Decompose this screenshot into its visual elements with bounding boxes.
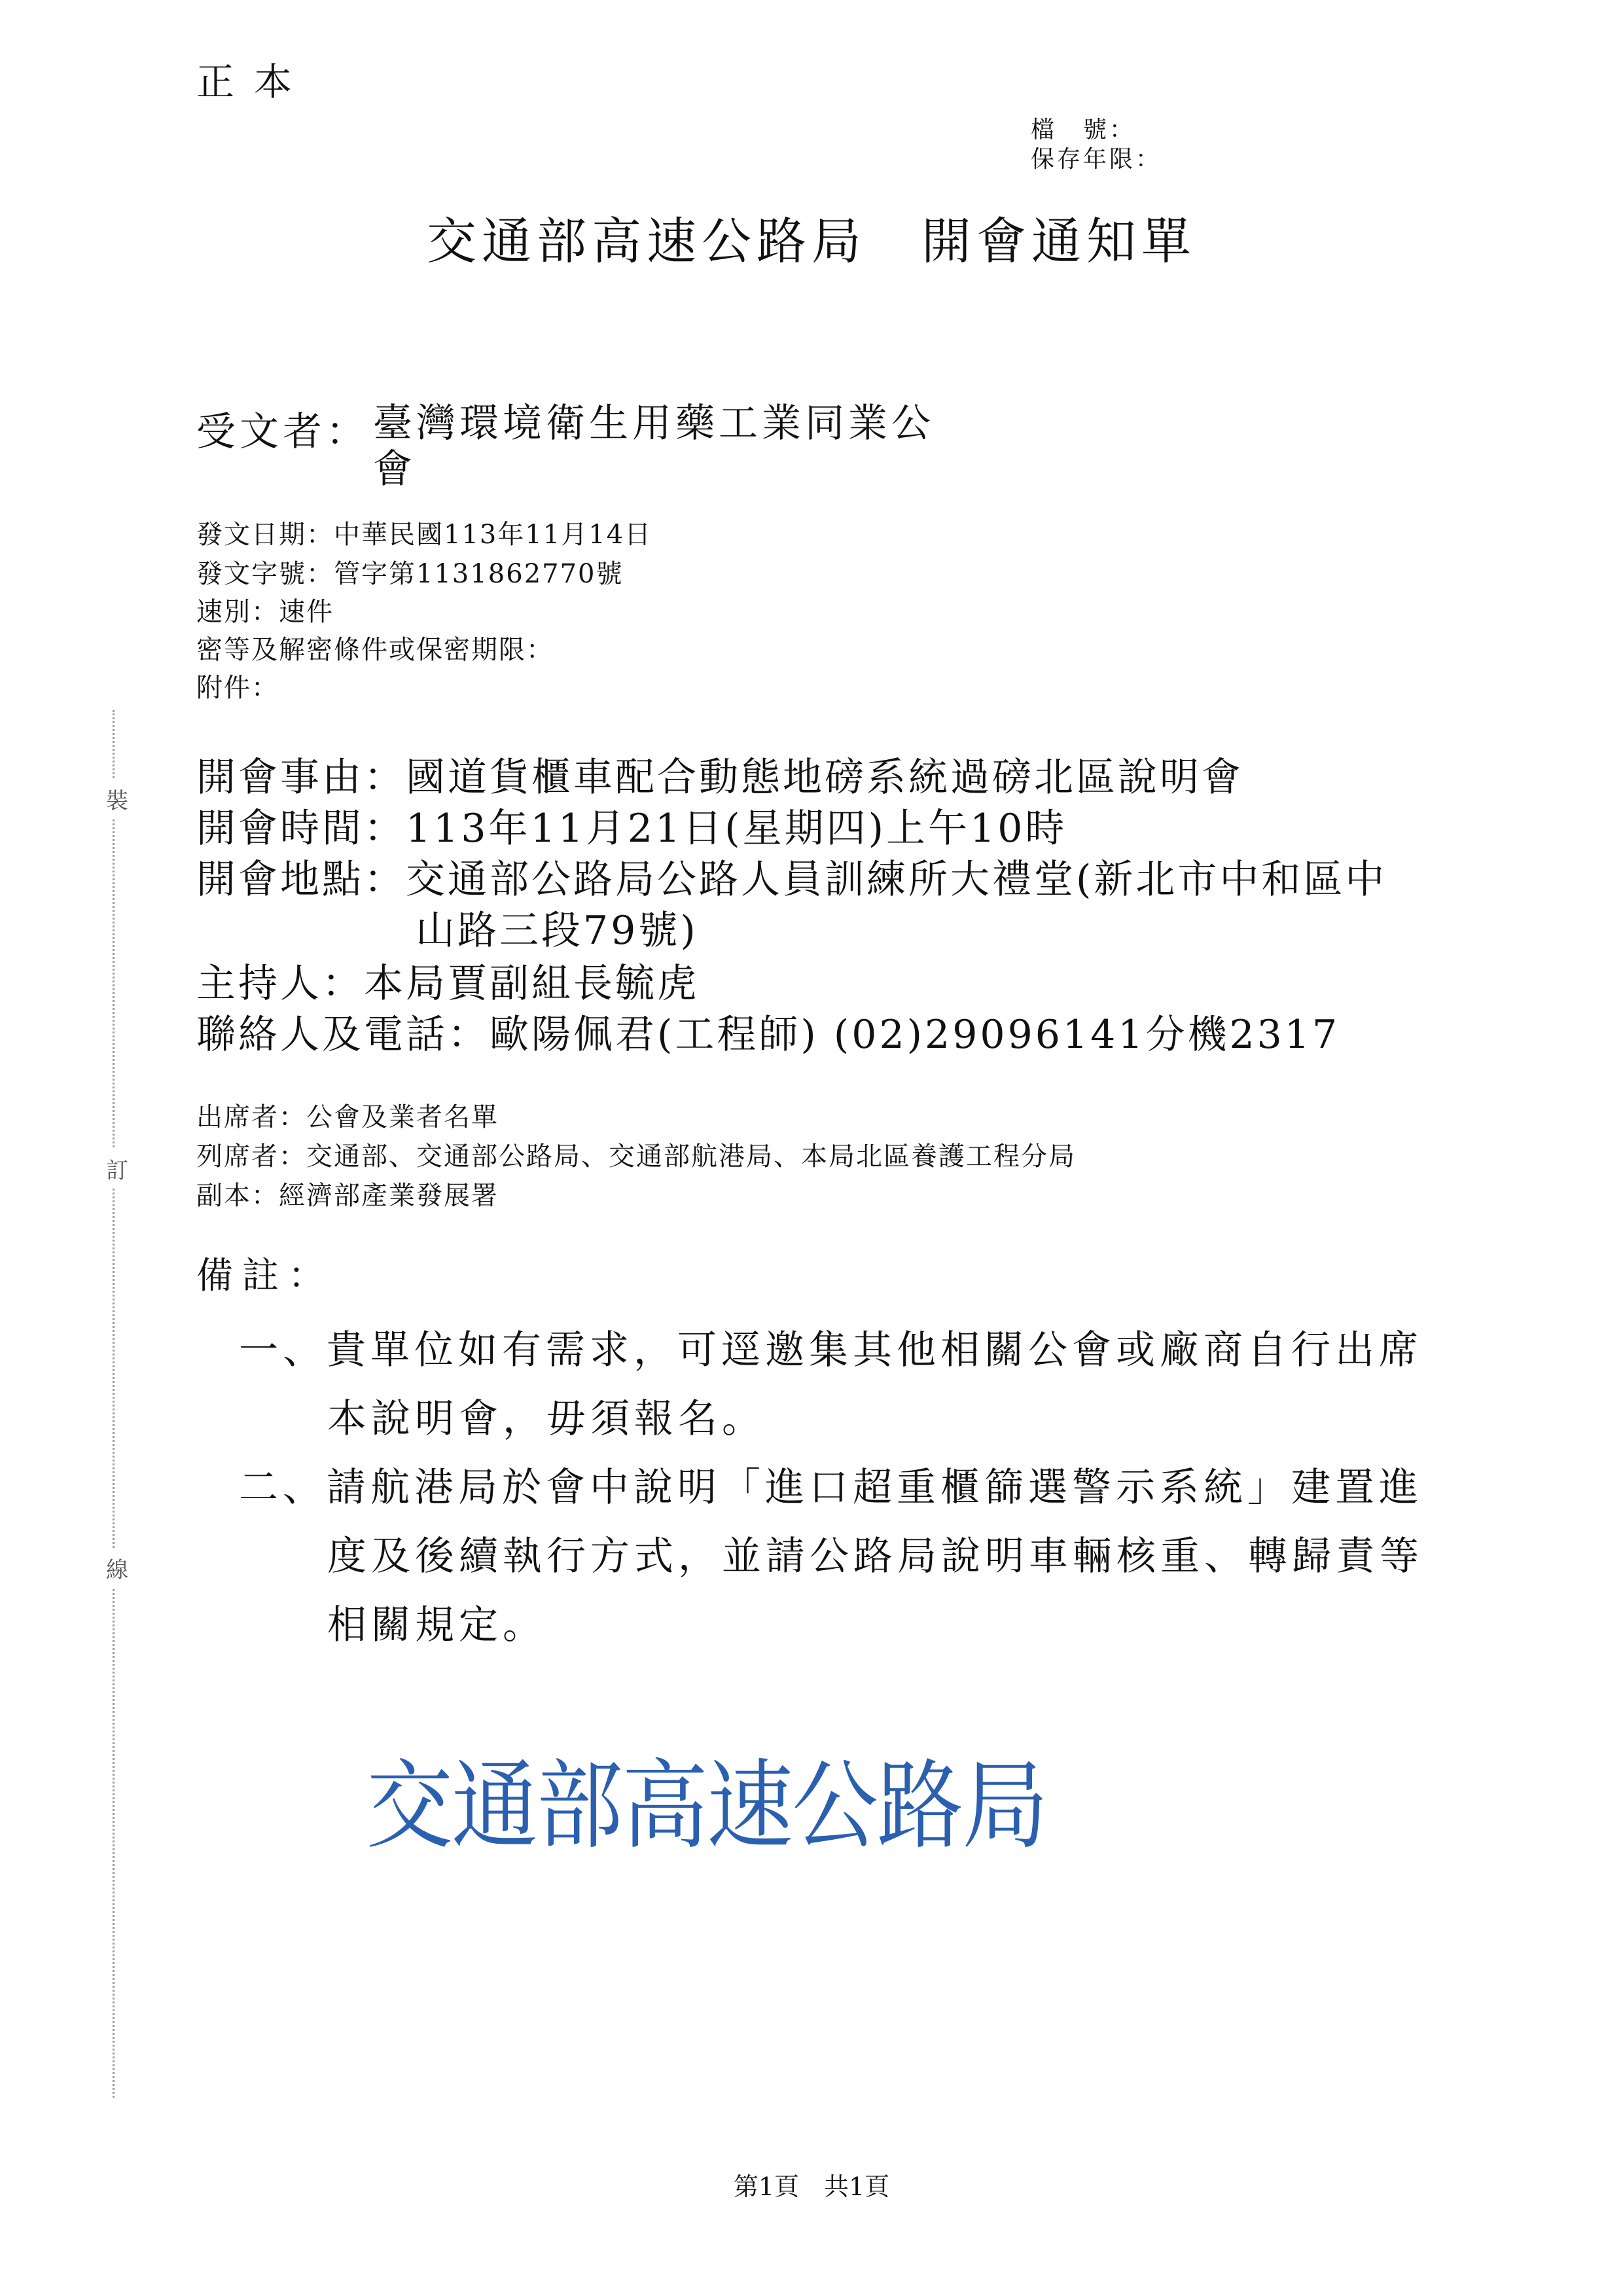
document-number: 發文字號：管字第1131862770號 (196, 559, 624, 589)
issue-date: 發文日期：中華民國113年11月14日 (196, 520, 652, 550)
contact-info: 聯絡人及電話：歐陽佩君(工程師) (02)29096141分機2317 (196, 1012, 1340, 1058)
meeting-subject: 開會事由：國道貨櫃車配合動態地磅系統過磅北區說明會 (196, 755, 1243, 800)
meeting-time: 開會時間：113年11月21日(星期四)上午10時 (196, 806, 1067, 852)
attendees: 出席者：公會及業者名單 (196, 1102, 499, 1132)
attachment: 附件： (196, 673, 279, 703)
agency-seal: 交通部高速公路局 (366, 1749, 1047, 1863)
meeting-location-cont: 山路三段79號) (416, 908, 698, 954)
binding-mark-xian: 線 (106, 1548, 128, 1588)
file-number-label: 檔 號： (1031, 117, 1136, 143)
meeting-location: 開會地點：交通部公路局公路人員訓練所大禮堂(新北市中和區中 (196, 857, 1387, 903)
note-item-1-cont: 本說明會，毋須報名。 (327, 1396, 766, 1442)
binding-mark-zhuang: 裝 (106, 779, 128, 819)
confidentiality: 密等及解密條件或保密期限： (196, 635, 554, 665)
copy-mark: 正本 (196, 60, 312, 104)
observers: 列席者：交通部、交通部公路局、交通部航港局、本局北區養護工程分局 (196, 1141, 1076, 1172)
recipient-label: 受文者： (196, 409, 369, 455)
note-item-2: 二、請航港局於會中說明「進口超重櫃篩選警示系統」建置進 (239, 1465, 1423, 1511)
meeting-chair: 主持人：本局賈副組長毓虎 (196, 961, 699, 1007)
notes-label: 備註： (196, 1255, 334, 1297)
document-title: 交通部高速公路局 開會通知單 (427, 212, 1196, 270)
note-item-2-cont-2: 相關規定。 (327, 1602, 546, 1648)
binding-mark-ding: 訂 (106, 1149, 128, 1189)
binding-line (113, 710, 115, 2098)
note-item-2-cont: 度及後續執行方式，並請公路局說明車輛核重、轉歸責等 (327, 1534, 1423, 1579)
priority: 速別：速件 (196, 597, 334, 627)
note-item-1: 一、貴單位如有需求，可逕邀集其他相關公會或廠商自行出席 (239, 1327, 1423, 1373)
retention-period-label: 保存年限： (1031, 146, 1162, 173)
page-number: 第1頁 共1頁 (733, 2172, 890, 2201)
copy-recipient: 副本：經濟部產業發展署 (196, 1181, 499, 1211)
recipient-value: 臺灣環境衛生用藥工業同業公會 (373, 401, 935, 492)
